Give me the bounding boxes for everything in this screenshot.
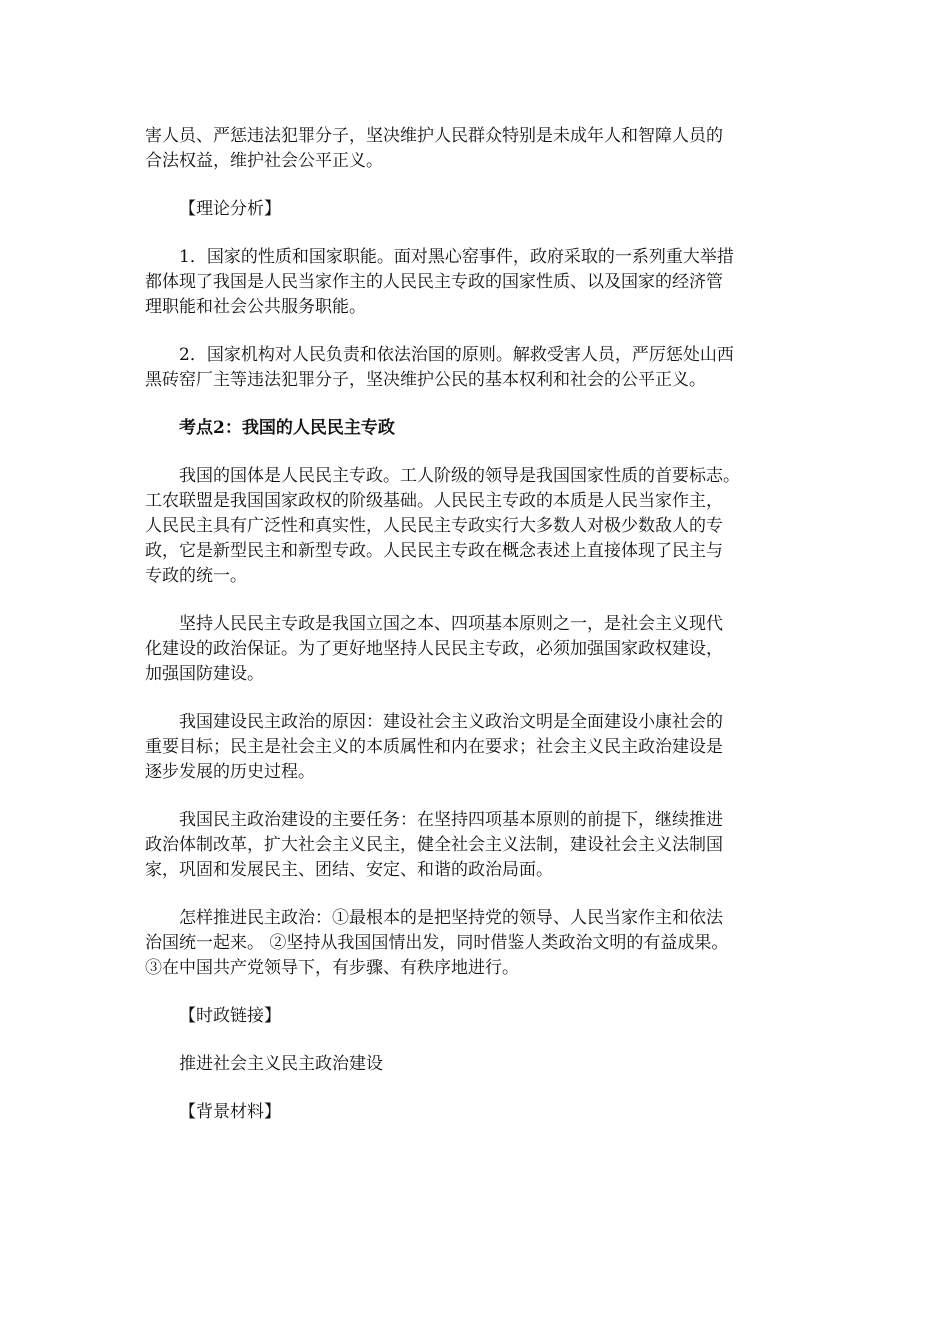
text-line: 加强国防建设。	[145, 664, 264, 684]
paragraph-tuijin	[145, 906, 815, 981]
text-line: 政，它是新型民主和新型专政。人民民主专政在概念表述上直接体现了民主与	[145, 541, 723, 561]
news-topic: 推进社会主义民主政治建设	[179, 1054, 383, 1074]
text-line: 害人员、严惩违法犯罪分子，坚决维护人民群众特别是未成年人和智障人员的	[145, 126, 723, 146]
text-line: 我国的国体是人民民主专政。工人阶级的领导是我国国家性质的首要标志。	[179, 466, 740, 486]
text-line: 治国统一起来。 ②坚持从我国国情出发，同时借鉴人类政治文明的有益成果。	[145, 933, 729, 953]
section-heading-news: 【时政链接】	[179, 1006, 281, 1026]
paragraph-renwu	[145, 808, 815, 883]
text-line: 2．国家机构对人民负责和依法治国的原则。解救受害人员，严厉惩处山西	[179, 345, 734, 365]
section-heading-kaodian: 考点2：我国的人民民主专政	[179, 418, 395, 438]
text-line: 怎样推进民主政治：①最根本的是把坚持党的领导、人民当家作主和依法	[179, 908, 723, 928]
document-page	[145, 124, 815, 1125]
paragraph-continuation	[145, 124, 815, 174]
text-line: 合法权益，维护社会公平正义。	[145, 151, 383, 171]
paragraph-theory-1	[145, 245, 815, 320]
paragraph-yuanyin	[145, 710, 815, 785]
text-line: 工农联盟是我国国家政权的阶级基础。人民民主专政的本质是人民当家作主，	[145, 491, 723, 511]
text-line: 都体现了我国是人民当家作主的人民民主专政的国家性质、以及国家的经济管	[145, 272, 723, 292]
text-line: 家，巩固和发展民主、团结、安定、和谐的政治局面。	[145, 860, 553, 880]
text-line: 1．国家的性质和国家职能。面对黑心窑事件，政府采取的一系列重大举措	[179, 247, 734, 267]
text-line: 重要目标；民主是社会主义的本质属性和内在要求；社会主义民主政治建设是	[145, 737, 723, 757]
text-line: 坚持人民民主专政是我国立国之本、四项基本原则之一，是社会主义现代	[179, 614, 723, 634]
text-line: 我国建设民主政治的原因：建设社会主义政治文明是全面建设小康社会的	[179, 712, 723, 732]
text-line: 政治体制改革，扩大社会主义民主，健全社会主义法制，建设社会主义法制国	[145, 835, 723, 855]
text-line: 人民民主具有广泛性和真实性，人民民主专政实行大多数人对极少数敌人的专	[145, 516, 723, 536]
text-line: 专政的统一。	[145, 566, 247, 586]
text-line: ③在中国共产党领导下，有步骤、有秩序地进行。	[145, 958, 519, 978]
paragraph-theory-2	[145, 343, 815, 393]
text-line: 逐步发展的历史过程。	[145, 762, 315, 782]
section-heading-background: 【背景材料】	[179, 1102, 281, 1122]
paragraph-jianchi	[145, 612, 815, 687]
text-line: 黑砖窑厂主等违法犯罪分子，坚决维护公民的基本权利和社会的公平正义。	[145, 370, 706, 390]
text-line: 理职能和社会公共服务职能。	[145, 297, 366, 317]
text-line: 化建设的政治保证。为了更好地坚持人民民主专政，必须加强国家政权建设，	[145, 639, 723, 659]
section-heading-theory: 【理论分析】	[179, 199, 281, 219]
text-line: 我国民主政治建设的主要任务：在坚持四项基本原则的前提下，继续推进	[179, 810, 723, 830]
paragraph-guoti	[145, 464, 815, 589]
